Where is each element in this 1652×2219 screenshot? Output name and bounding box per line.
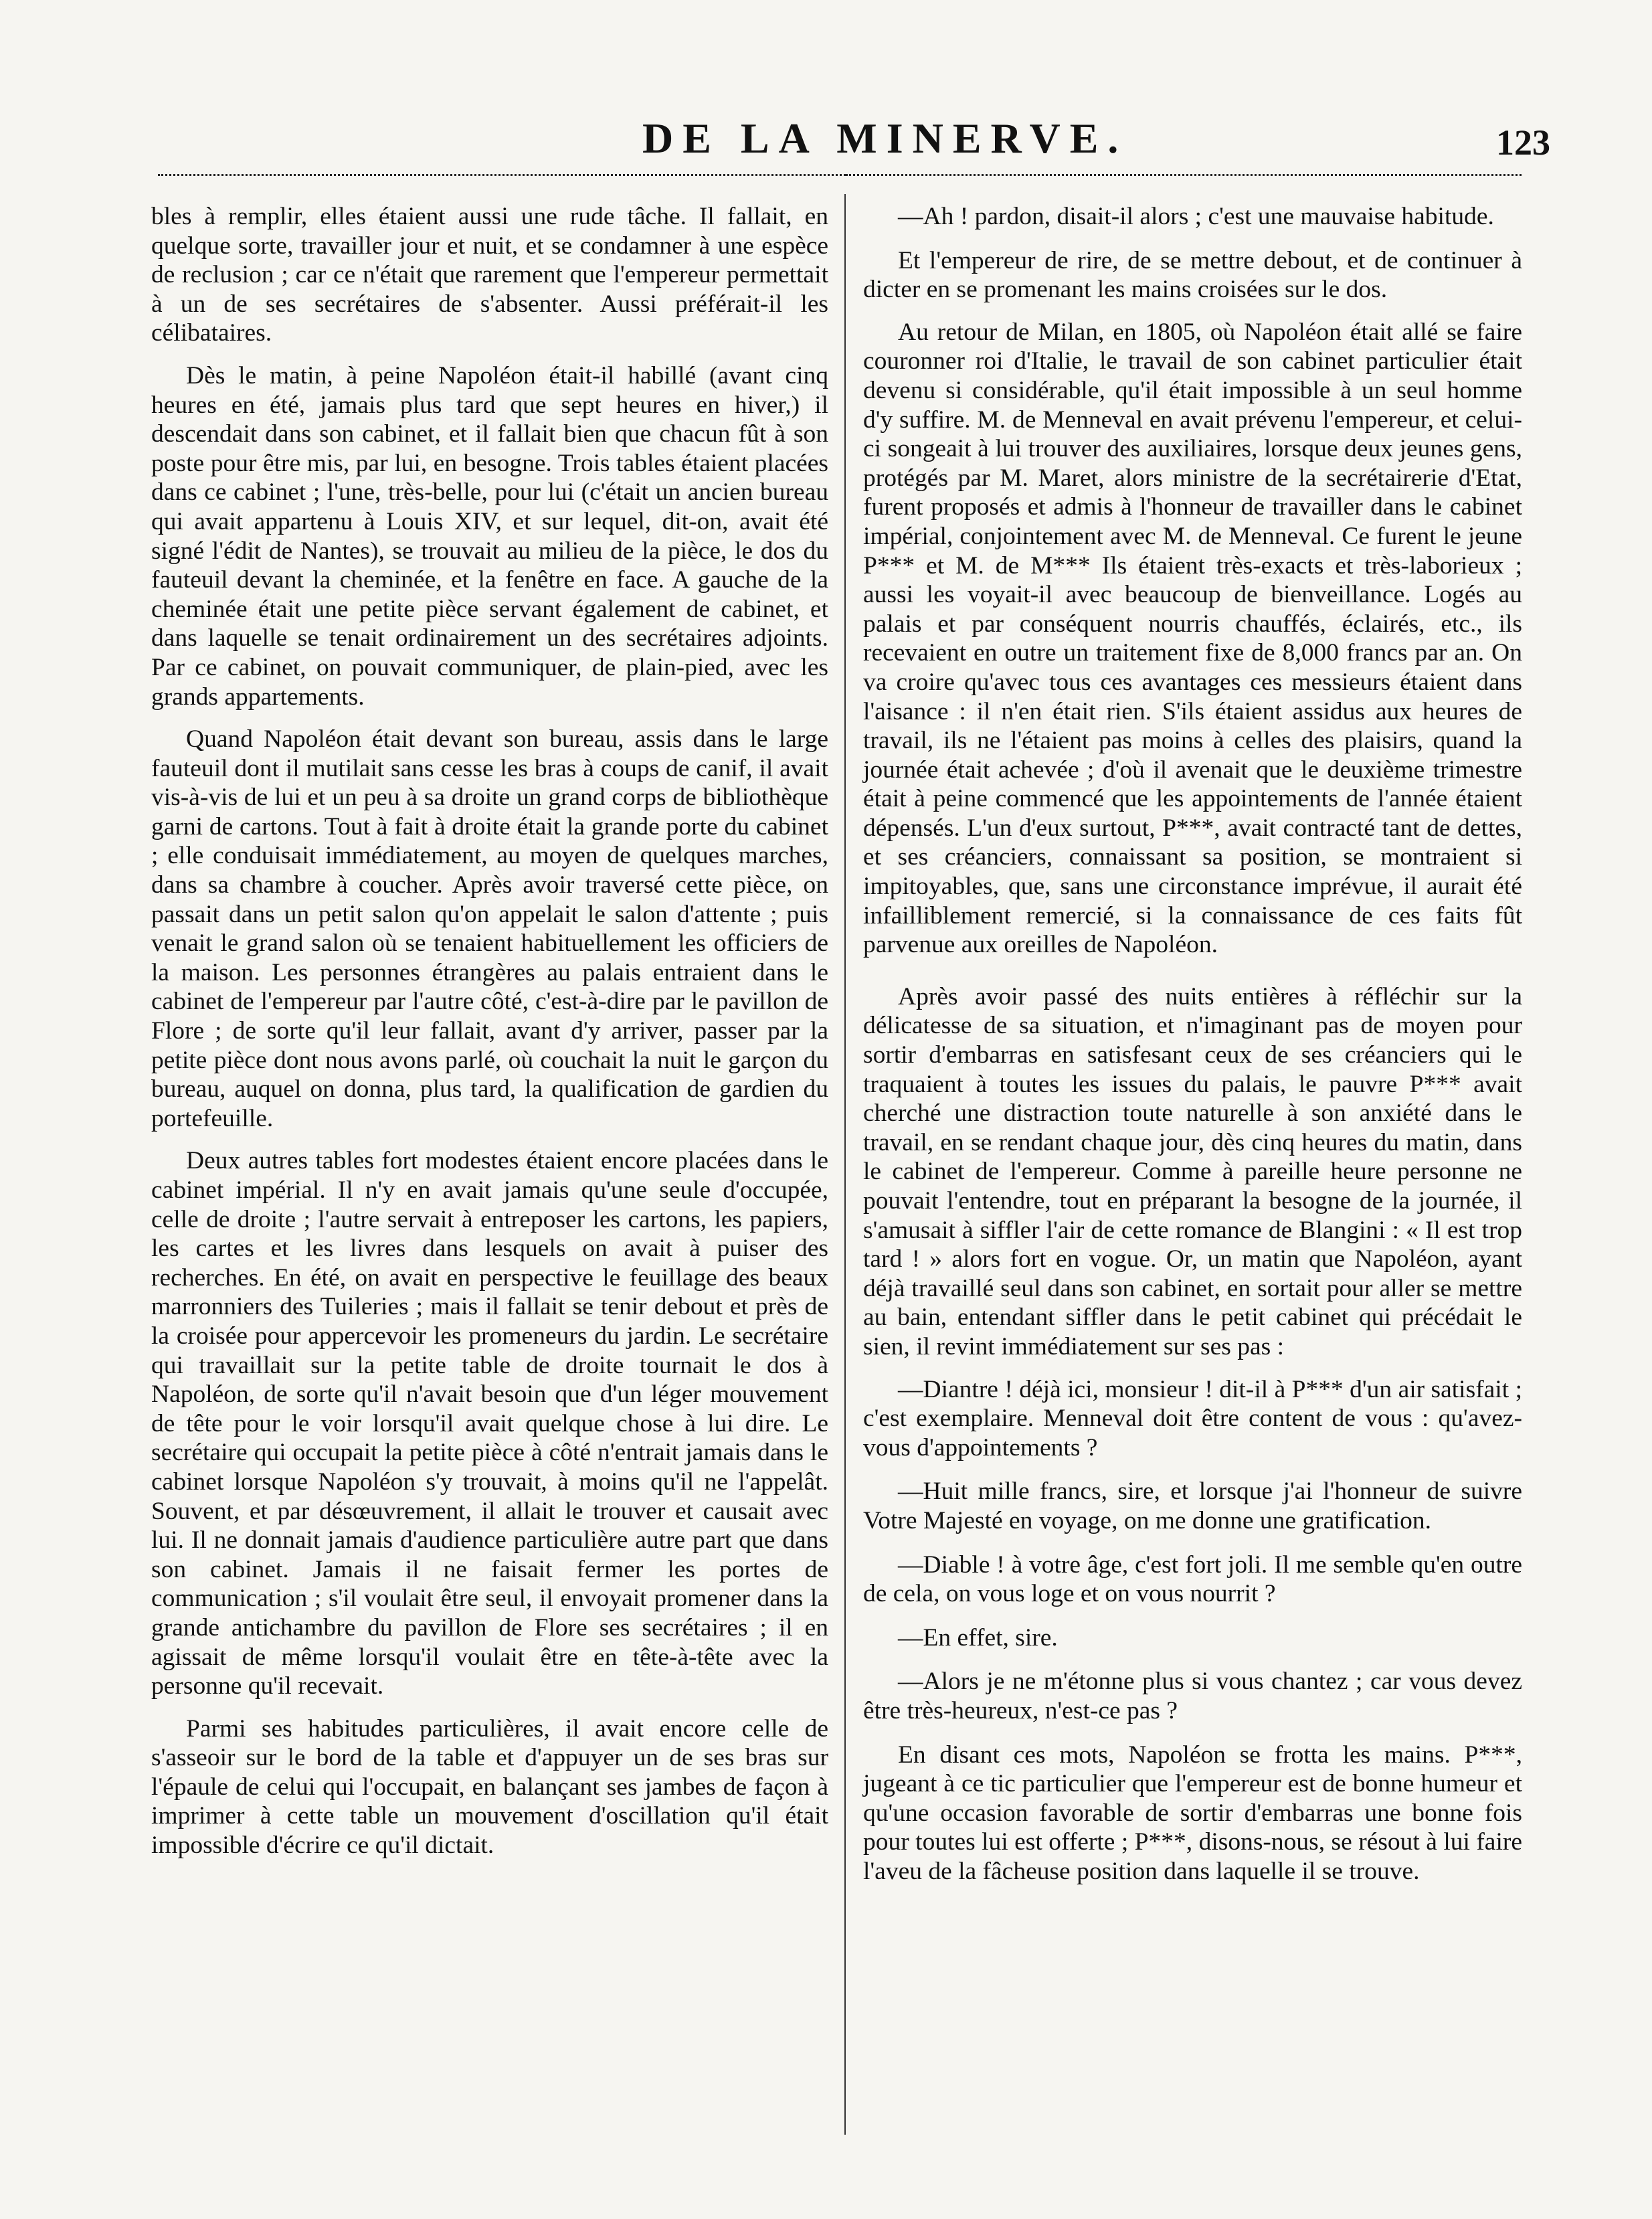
right-column (863, 202, 1522, 1899)
page-number: 123 (1496, 122, 1550, 163)
left-column (151, 202, 828, 1874)
paragraph: Et l'empereur de rire, de se mettre debout, et de continuer à dicter en se promenant les mains croisées sur le dos. (863, 246, 1522, 304)
paragraph: —Ah ! pardon, disait-il alors ; c'est une mauvaise habitude. (898, 203, 1494, 230)
column-divider (844, 194, 846, 2135)
paragraph: —Alors je ne m'étonne plus si vous chantez ; car vous devez être très-heureux, n'est-ce pas ? (863, 1668, 1522, 1724)
header-rule-right (846, 174, 1522, 180)
paragraph: bles à remplir, elles étaient aussi une rude tâche. Il fallait, en quelque sorte, travailler jour et nuit, et se condamner à une espèce de reclusion ; car ce n'était que rarement que l'empereur permettait à un de ses secrétaires de s'absenter. Aussi préférait-il les célibataires. (151, 203, 828, 347)
paragraph: Deux autres tables fort modestes étaient encore placées dans le cabinet impérial. Il n'y en avait jamais qu'une seule d'occupée, celle de droite ; l'autre servait à entreposer les cartons, les papiers, les cartes et les livres dans lesquels on avait à puiser des recherches. En été, on avait en perspective le feuillage des beaux marronniers des Tuileries ; mais il fallait se tenir debout et près de la croisée pour appercevoir les promeneurs du jardin. Le secrétaire qui travaillait sur la petite table de droite tournait le dos à Napoléon, de sorte qu'il n'avait besoin que d'un léger mouvement de tête pour le voir lorsqu'il avait quelque chose à lui dire. Le secrétaire qui occupait la petite pièce à côté n'entrait jamais dans le cabinet lorsque Napoléon s'y trouvait, à moins qu'il ne l'appelât. Souvent, et par désœuvrement, il allait le trouver et causait avec lui. Il ne donnait jamais d'audience particulière autre part que dans son cabinet. Jamais il ne faisait fermer les portes de communication ; s'il voulait être seul, il envoyait promener dans la grande antichambre du pavillon de Flore ses secrétaires ; il en agissait de même lorsqu'il voulait être en tête-à-tête avec la personne qu'il recevait. (151, 1147, 828, 1700)
paragraph: —Diable ! à votre âge, c'est fort joli. Il me semble qu'en outre de cela, on vous loge et on vous nourrit ? (863, 1550, 1522, 1608)
paragraph: —En effet, sire. (898, 1623, 1058, 1652)
paragraph: En disant ces mots, Napoléon se frotta les mains. P***, jugeant à ce tic particulier que l'empereur est de bonne humeur et qu'une occasion favorable de sortir d'embarras une bonne fois pour toutes lui est offerte ; P***, disons-nous, se résout à lui faire l'aveu de la fâcheuse position dans laquelle il se trouve. (863, 1741, 1522, 1885)
header-rule-left (158, 174, 846, 180)
paragraph: —Diantre ! déjà ici, monsieur ! dit-il à P*** d'un air satisfait ; c'est exemplaire. Menneval doit être content de vous : qu'avez-vous d'appointements ? (863, 1375, 1522, 1461)
paragraph: —Huit mille francs, sire, et lorsque j'ai l'honneur de suivre Votre Majesté en voyage, on me donne une gratification. (863, 1478, 1522, 1534)
page-header (0, 100, 1652, 187)
paragraph: Quand Napoléon était devant son bureau, assis dans le large fauteuil dont il mutilait sans cesse les bras à coups de canif, il avait vis-à-vis de lui et un peu à sa droite un grand corps de bibliothèque garni de cartons. Tout à fait à droite était la grande porte du cabinet ; elle conduisait immédiatement, au moyen de quelques marches, dans sa chambre à coucher. Après avoir traversé cette pièce, on passait dans un petit salon qu'on appelait le salon d'attente ; puis venait le grand salon où se tenaient habituellement les officiers de la maison. Les personnes étrangères au palais entraient dans le cabinet de l'empereur par l'autre côté, c'est-à-dire par le pavillon de Flore ; de sorte qu'il leur fallait, avant d'y arriver, passer par la petite pièce dont nous avons parlé, où couchait la nuit le garçon du bureau, auquel on donna, plus tard, la qualification de gardien du portefeuille. (151, 725, 828, 1132)
paragraph: Après avoir passé des nuits entières à réfléchir sur la délicatesse de sa situation, et n'imaginant pas de moyen pour sortir d'embarras en satisfesant ceux de ses créanciers qui le traquaient à toutes les issues du palais, le pauvre P*** avait cherché une distraction toute naturelle à son anxiété dans le travail, en se rendant chaque jour, dès cinq heures du matin, dans le cabinet de l'empereur. Comme à pareille heure personne ne pouvait l'entendre, tout en préparant la besogne de la journée, il s'amusait à siffler l'air de cette romance de Blangini : « Il est trop tard ! » alors fort en vogue. Or, un matin que Napoléon, ayant déjà travaillé seul dans son cabinet, en sortait pour aller se mettre au bain, entendant siffler dans le petit cabinet qui précédait le sien, il revint immédiatement sur ses pas : (863, 982, 1522, 1360)
paragraph: Dès le matin, à peine Napoléon était-il habillé (avant cinq heures en été, jamais plus tard que sept heures en hiver,) il descendait dans son cabinet, et il fallait bien que chacun fût à son poste pour être mis, par lui, en besogne. Trois tables étaient placées dans ce cabinet ; l'une, très-belle, pour lui (c'était un ancien bureau qui avait appartenu à Louis XIV, et sur lequel, dit-on, avait été signé l'édit de Nantes), se trouvait au milieu de la pièce, le dos du fauteuil devant la cheminée, et la fenêtre en face. A gauche de la cheminée était une petite pièce servant également de cabinet, et dans laquelle se tenait ordinairement un des secrétaires adjoints. Par ce cabinet, on pouvait communiquer, de plain-pied, avec les grands appartements. (151, 361, 828, 711)
paragraph: Au retour de Milan, en 1805, où Napoléon était allé se faire couronner roi d'Italie, le travail de son cabinet particulier était devenu si considérable, qu'il était impossible à un seul homme d'y suffire. M. de Menneval en avait prévenu l'empereur, et celui-ci songeait à lui trouver des auxiliaires, lorsque deux jeunes gens, protégés par M. Maret, alors ministre de la secrétairerie d'Etat, furent proposés et admis à l'honneur de travailler dans le cabinet impérial, conjointement avec M. de Menneval. Ce furent le jeune P*** et M. de M*** Ils étaient très-exacts et très-laborieux ; aussi les voyait-il avec beaucoup de bienveillance. Logés au palais et par conséquent nourris chauffés, éclairés, etc., ils recevaient en outre un traitement fixe de 8,000 francs par an. On va croire qu'avec tous ces avantages ces messieurs étaient dans l'aisance : il n'en était rien. S'ils étaient assidus aux heures de travail, ils ne l'étaient pas moins à celles des plaisirs, quand la journée était achevée ; d'où il avenait que le deuxième trimestre était à peine commencé que les appointements de l'année étaient dépensés. L'un d'eux surtout, P***, avait contracté tant de dettes, et ses créanciers, connaissant sa position, se montraient si impitoyables, que, sans une circonstance imprévue, il aurait été infailliblement remercié, si la connaissance de ces faits fût parvenue aux oreilles de Napoléon. (863, 318, 1522, 959)
paragraph: Parmi ses habitudes particulières, il avait encore celle de s'asseoir sur le bord de la table et d'appuyer un de ses bras sur l'épaule de celui qui l'occupait, en balançant ses jambes de façon à imprimer à cette table un mouvement d'oscillation qu'il était impossible d'écrire ce qu'il dictait. (151, 1714, 828, 1860)
running-title: DE LA MINERVE. (642, 114, 1128, 162)
